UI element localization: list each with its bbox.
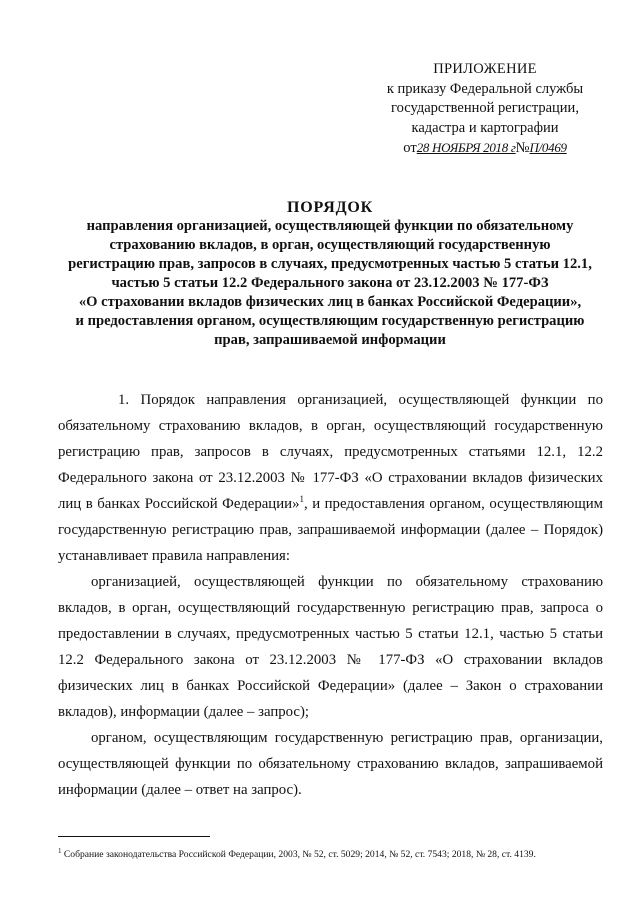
paragraph-3: органом, осуществляющим государственную регистрацию прав, организации, осуществляющей функции по обязательному страхованию вкладов, запрашиваемой информации (далее – ответ на запрос). <box>58 730 603 798</box>
number-prefix: № <box>515 140 530 156</box>
title-line: прав, запрашиваемой информации <box>214 332 446 348</box>
order-date-number <box>370 138 600 159</box>
appendix-block <box>370 60 600 159</box>
paragraph-1 <box>58 387 603 569</box>
footnote <box>58 845 618 861</box>
appendix-heading: ПРИЛОЖЕНИЕ <box>433 61 537 77</box>
title-main: ПОРЯДОК <box>286 199 374 216</box>
paragraph-1-text: 1. Порядок направления организацией, осуществляющей функции по обязательному страхованию вкладов, в орган, осуществляющий государственную регистрацию прав, запросов в случаях, предусмотренных статьями 12.1, 12.2 Федерального закона от 23.12.2003 № 177-ФЗ «О страховании вкладов физических лиц в банках Российской Федерации» <box>58 392 603 512</box>
footnote-divider <box>58 836 210 837</box>
title-line: и предоставления органом, осуществляющим государственную регистрацию <box>75 313 585 329</box>
footnote-ref: 1 <box>299 494 304 505</box>
handwritten-number: П/0469 <box>529 140 567 155</box>
title-line: направления организацией, осуществляющей функции по обязательному <box>86 218 574 234</box>
document-title <box>55 198 605 350</box>
appendix-line: к приказу Федеральной службы <box>386 80 584 97</box>
title-line: страхованию вкладов, в орган, осуществляющий государственную <box>109 237 551 253</box>
appendix-line: государственной регистрации, <box>391 100 579 116</box>
footnote-text: Собрание законодательства Российской Федерации, 2003, № 52, ст. 5029; 2014, № 52, ст. 7543; 2018, № 28, ст. 4139. <box>61 849 536 861</box>
title-line: «О страховании вкладов физических лиц в банках Российской Федерации», <box>78 294 582 310</box>
footnote-mark: 1 <box>58 847 62 855</box>
appendix-line: кадастра и картографии <box>411 119 559 136</box>
title-line: регистрацию прав, запросов в случаях, предусмотренных частью 5 статьи 12.1, <box>68 256 592 272</box>
paragraph-2: организацией, осуществляющей функции по обязательному страхованию вкладов, в орган, осуществляющий государственную регистрацию прав, запроса о предоставлении в случаях, предусмотренных частью 5 статьи 12.1, частью 5 статьи 12.2 Федерального закона от 23.12.2003 № 177-ФЗ «О страховании вкладов физических лиц в банках Российской Федерации» (далее – Закон о страховании вкладов), информации (далее – запрос); <box>58 574 603 720</box>
date-prefix: от <box>403 140 417 156</box>
handwritten-date: 28 НОЯБРЯ 2018 г <box>416 140 516 155</box>
title-line: частью 5 статьи 12.2 Федерального закона от 23.12.2003 № 177-ФЗ <box>111 275 549 291</box>
document-body <box>58 387 603 803</box>
paragraph-1-tail: , и предоставления органом, осуществляющим государственную регистрацию прав, запрашиваемой информации (далее – Порядок) устанавливает правила направления: <box>58 496 603 564</box>
